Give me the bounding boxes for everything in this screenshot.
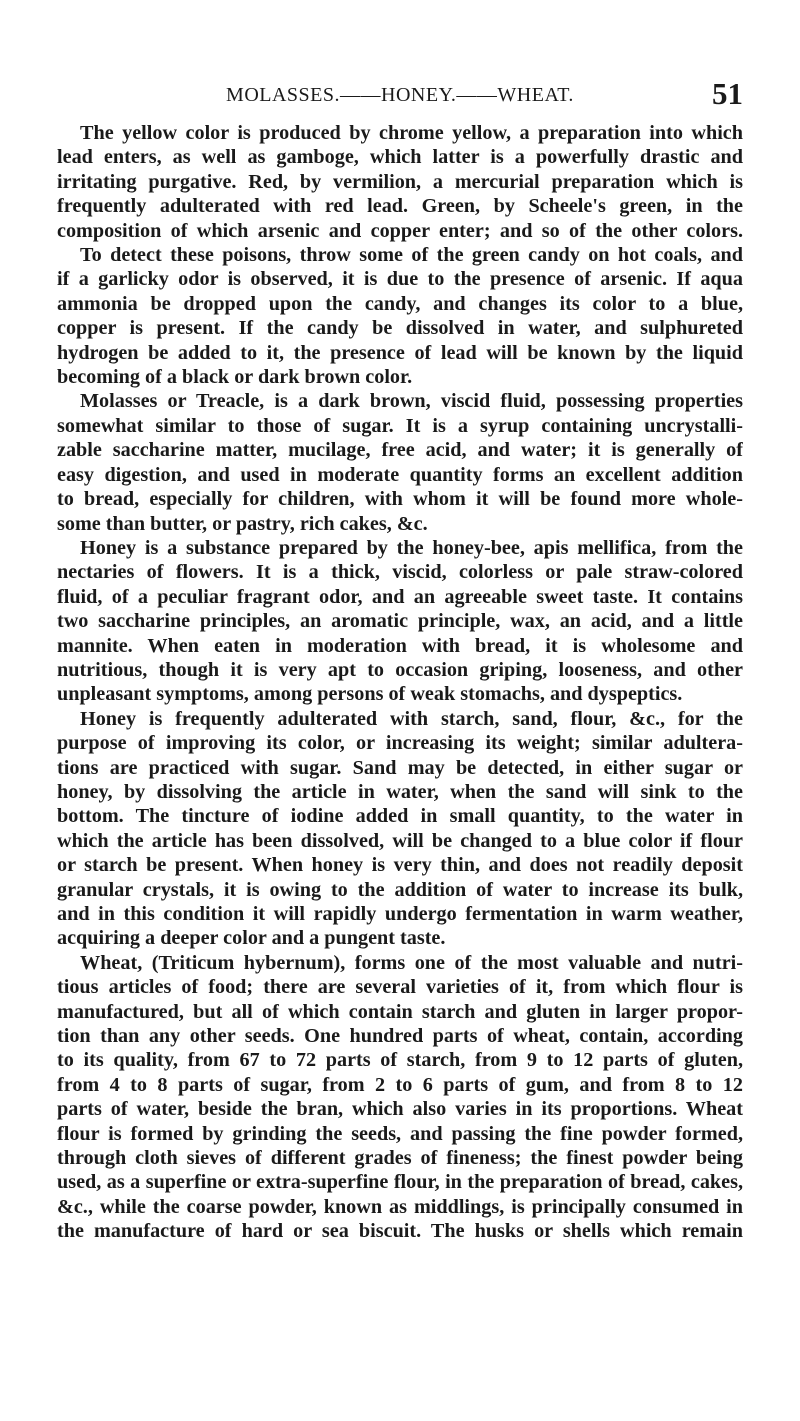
text-line: unpleasant symptoms, among persons of weak stomachs, and dyspeptics. <box>57 683 683 706</box>
text-line: the manufacture of hard or sea biscuit. The husks or shells which remain <box>57 1220 743 1243</box>
text-line: used, as a superfine or extra-superfine flour, in the preparation of bread, cakes, <box>57 1171 743 1194</box>
text-line: honey, by dissolving the article in water, when the sand will sink to the <box>57 780 743 803</box>
text-line: which the article has been dissolved, will be changed to a blue color if flour <box>57 829 743 852</box>
text-line: zable saccharine matter, mucilage, free acid, and water; it is generally of <box>57 439 743 462</box>
text-line: Honey is a substance prepared by the honey-bee, apis mellifica, from the <box>80 536 743 559</box>
text-line: Molasses or Treacle, is a dark brown, viscid fluid, possessing properties <box>80 390 743 413</box>
text-line: &c., while the coarse powder, known as middlings, is principally consumed in <box>57 1195 743 1218</box>
text-line: irritating purgative. Red, by vermilion, a mercurial preparation which is <box>57 170 743 193</box>
body-text <box>57 121 743 1244</box>
text-line: or starch be present. When honey is very thin, and does not readily deposit <box>57 854 743 877</box>
text-line: The yellow color is produced by chrome yellow, a preparation into which <box>80 122 743 144</box>
text-line: Wheat, (Triticum hybernum), forms one of the most valuable and nutri- <box>80 951 743 974</box>
text-line: parts of water, beside the bran, which also varies in its proportions. Wheat <box>57 1098 743 1121</box>
text-line: ammonia be dropped upon the candy, and changes its color to a blue, <box>57 292 743 315</box>
text-line: through cloth sieves of different grades of fineness; the finest powder being <box>57 1147 743 1170</box>
text-line: some than butter, or pastry, rich cakes, &c. <box>57 512 428 535</box>
text-line: flour is formed by grinding the seeds, and passing the fine powder formed, <box>57 1122 743 1145</box>
text-line: Honey is frequently adulterated with starch, sand, flour, &c., for the <box>80 707 743 730</box>
text-line: to bread, especially for children, with whom it will be found more whole- <box>57 488 743 511</box>
text-line: tion than any other seeds. One hundred parts of wheat, contain, according <box>57 1025 743 1048</box>
running-head: MOLASSES.——HONEY.——WHEAT. <box>226 84 574 106</box>
page-header <box>57 76 743 116</box>
page-number: 51 <box>712 76 743 111</box>
text-line: nectaries of flowers. It is a thick, viscid, colorless or pale straw-colored <box>57 561 743 584</box>
text-line: tions are practiced with sugar. Sand may be detected, in either sugar or <box>57 756 743 779</box>
text-line: easy digestion, and used in moderate quantity forms an excellent addition <box>57 463 743 486</box>
text-line: if a garlicky odor is observed, it is due to the presence of arsenic. If aqua <box>57 268 743 291</box>
text-line: hydrogen be added to it, the presence of lead will be known by the liquid <box>57 341 743 364</box>
text-line: somewhat similar to those of sugar. It is a syrup containing uncrystalli- <box>57 414 743 437</box>
text-line: from 4 to 8 parts of sugar, from 2 to 6 parts of gum, and from 8 to 12 <box>57 1073 743 1096</box>
text-line: To detect these poisons, throw some of the green candy on hot coals, and <box>80 244 743 267</box>
text-line: fluid, of a peculiar fragrant odor, and an agreeable sweet taste. It contains <box>57 585 743 608</box>
text-line: granular crystals, it is owing to the addition of water to increase its bulk, <box>57 878 743 901</box>
text-line: frequently adulterated with red lead. Green, by Scheele's green, in the <box>57 195 743 218</box>
text-line: copper is present. If the candy be dissolved in water, and sulphureted <box>57 317 743 340</box>
text-line: acquiring a deeper color and a pungent taste. <box>57 927 446 950</box>
text-line: lead enters, as well as gamboge, which latter is a powerfully drastic and <box>57 146 743 169</box>
text-line: manufactured, but all of which contain starch and gluten in larger propor- <box>57 1000 743 1023</box>
text-line: becoming of a black or dark brown color. <box>57 366 413 389</box>
text-line: to its quality, from 67 to 72 parts of starch, from 9 to 12 parts of gluten, <box>57 1049 743 1072</box>
text-line: mannite. When eaten in moderation with bread, it is wholesome and <box>57 634 743 657</box>
text-line: composition of which arsenic and copper enter; and so of the other colors. <box>57 219 743 242</box>
text-line: two saccharine principles, an aromatic principle, wax, an acid, and a little <box>57 610 743 633</box>
text-line: bottom. The tincture of iodine added in small quantity, to the water in <box>57 805 743 828</box>
text-line: nutritious, though it is very apt to occasion griping, looseness, and other <box>57 658 743 681</box>
text-line: and in this condition it will rapidly undergo fermentation in warm weather, <box>57 903 743 925</box>
text-line: purpose of improving its color, or increasing its weight; similar adultera- <box>57 732 743 755</box>
text-line: tious articles of food; there are several varieties of it, from which flour is <box>57 976 743 999</box>
